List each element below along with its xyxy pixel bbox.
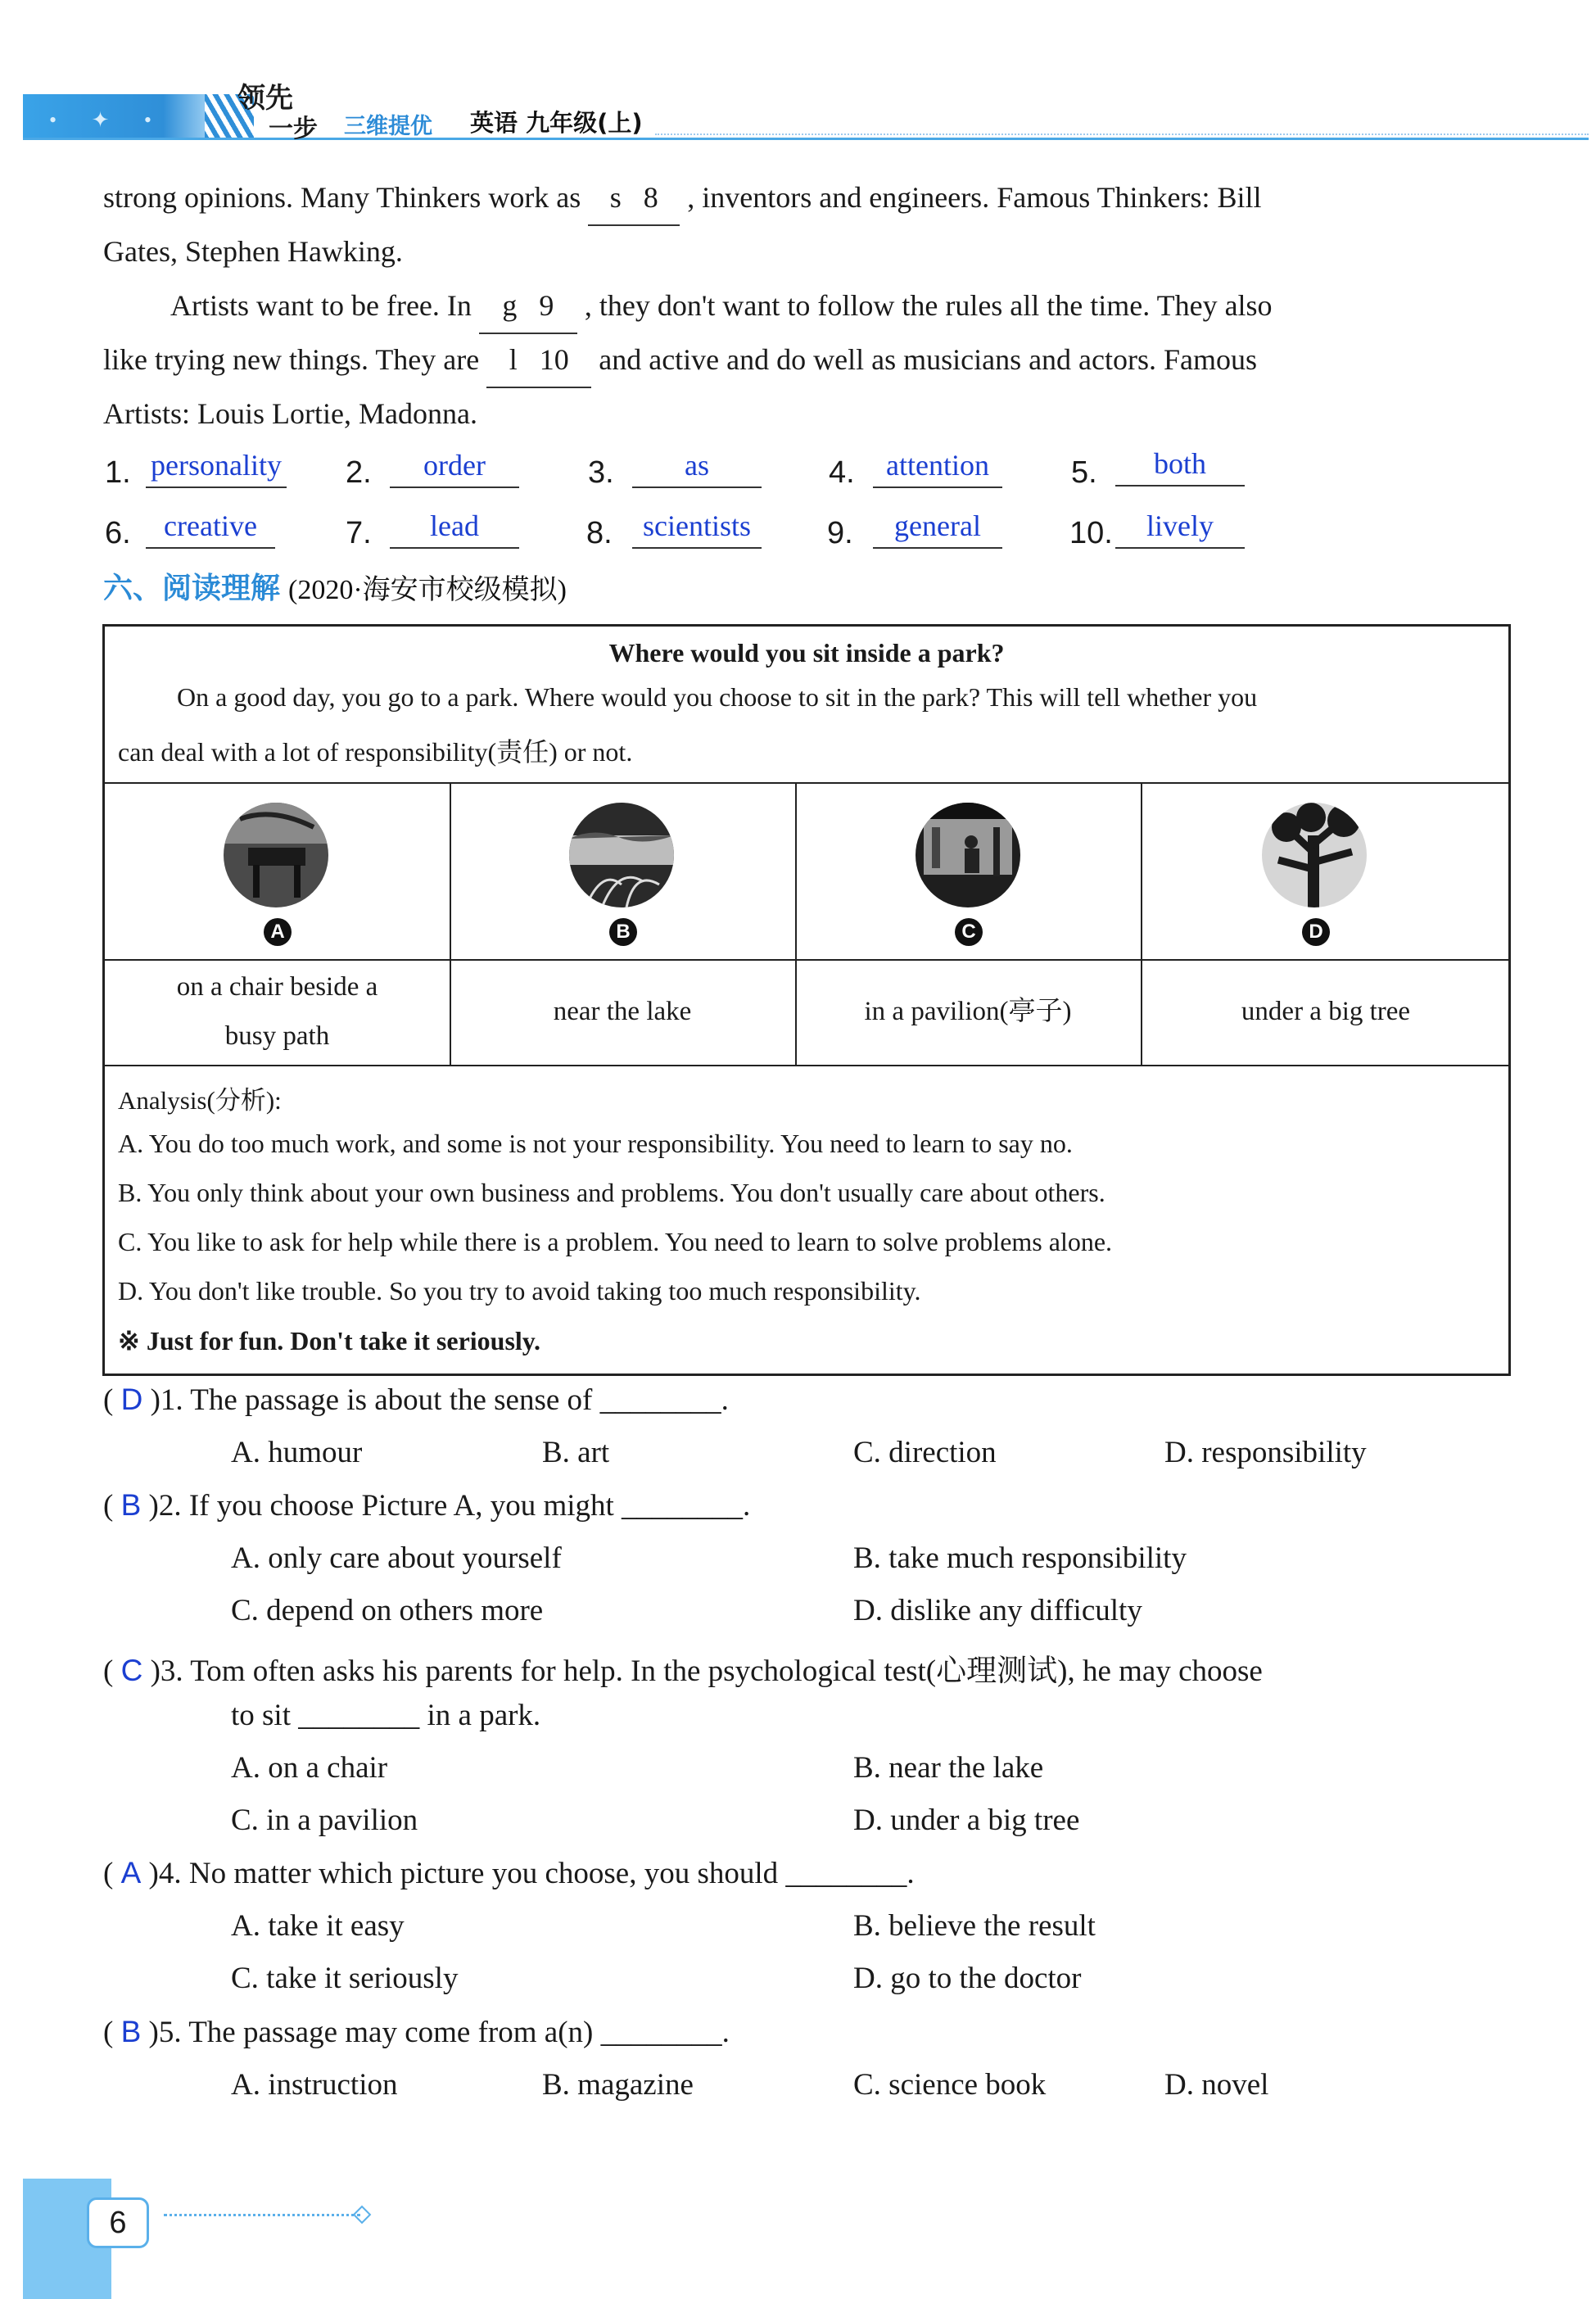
answer-value: scientists xyxy=(632,509,762,549)
question-5: ( B )5. The passage may come from a(n) ________. xyxy=(103,2015,730,2049)
option: B. believe the result xyxy=(853,1909,1096,1943)
option: A. instruction xyxy=(231,2068,398,2102)
caption-c: in a pavilion(亭子) xyxy=(864,997,1072,1026)
answer-num: 1. xyxy=(105,455,131,490)
reading-intro-2: can deal with a lot of responsibility(责任) or not. xyxy=(118,737,633,767)
picture-pavilion xyxy=(916,803,1020,907)
option: C. take it seriously xyxy=(231,1962,459,1995)
reading-table xyxy=(102,624,1511,1376)
option: B. take much responsibility xyxy=(853,1541,1187,1575)
section-source: (2020·海安市校级模拟) xyxy=(288,575,567,605)
option: C. direction xyxy=(853,1436,997,1469)
question-3-cont: to sit ________ in a park. xyxy=(231,1699,541,1732)
table-rule xyxy=(105,782,1508,784)
answer-num: 4. xyxy=(829,455,855,490)
brand-logo-line2: 一步 xyxy=(269,115,318,143)
answer-choice: C xyxy=(120,1654,143,1687)
analysis-title: Analysis(分析): xyxy=(118,1086,282,1115)
answer-value: as xyxy=(632,449,762,488)
answer-choice: B xyxy=(120,2015,142,2048)
question-3: ( C )3. Tom often asks his parents for help. In the psychological test(心理测试), he may choose xyxy=(103,1654,1263,1688)
blank-9: g 9 xyxy=(479,278,577,334)
question-4: ( A )4. No matter which picture you choose, you should ________. xyxy=(103,1856,915,1890)
answer-value: lead xyxy=(390,509,519,549)
answer-value: personality xyxy=(146,449,287,488)
answer-num: 2. xyxy=(346,455,372,490)
header-stars: • ✦ • xyxy=(49,108,166,132)
brand-logo-line1: 领先 xyxy=(237,82,293,115)
section-title: 六、阅读理解 xyxy=(103,572,281,605)
option: A. only care about yourself xyxy=(231,1541,562,1575)
answer-value: lively xyxy=(1115,509,1245,549)
answer-value: general xyxy=(873,509,1002,549)
answer-num: 9. xyxy=(827,516,853,550)
picture-label-d: D xyxy=(1302,918,1330,946)
picture-label-c: C xyxy=(955,918,983,946)
passage-line-3: Artists want to be free. In g 9 , they don't want to follow the rules all the time. They also xyxy=(170,278,1512,334)
header-line xyxy=(23,138,1589,140)
blank-10: l 10 xyxy=(486,333,591,388)
option: C. science book xyxy=(853,2068,1047,2102)
answer-choice: B xyxy=(120,1488,142,1522)
passage-line-4: like trying new things. They are l 10 and active and do well as musicians and actors. Famous xyxy=(103,333,1512,388)
reading-intro-1: On a good day, you go to a park. Where would you choose to sit in the park? This will tell whether you xyxy=(177,682,1258,712)
option: D. responsibility xyxy=(1164,1436,1367,1469)
caption-d: under a big tree xyxy=(1241,997,1411,1026)
option: D. dislike any difficulty xyxy=(853,1594,1142,1627)
header-dotted-rule xyxy=(655,134,1589,135)
footer-dotted-rule xyxy=(164,2214,360,2216)
picture-label-a: A xyxy=(264,918,292,946)
answer-num: 10. xyxy=(1069,516,1113,550)
picture-label-b: B xyxy=(609,918,637,946)
question-2: ( B )2. If you choose Picture A, you might ________. xyxy=(103,1488,751,1523)
footer-diamond-icon xyxy=(353,2206,372,2224)
answer-value: creative xyxy=(146,509,275,549)
answer-num: 7. xyxy=(346,516,372,550)
page-number: 6 xyxy=(87,2197,149,2248)
answer-num: 6. xyxy=(105,516,131,550)
option: A. take it easy xyxy=(231,1909,405,1943)
picture-lake xyxy=(569,803,674,907)
option: C. in a pavilion xyxy=(231,1803,418,1837)
option: A. humour xyxy=(231,1436,363,1469)
option: B. near the lake xyxy=(853,1751,1044,1785)
analysis-b: B. You only think about your own business and problems. You don't usually care about others. xyxy=(118,1178,1105,1207)
option: D. under a big tree xyxy=(853,1803,1080,1837)
option: C. depend on others more xyxy=(231,1594,544,1627)
picture-chair xyxy=(224,803,328,907)
table-rule xyxy=(105,1065,1508,1066)
answer-value: both xyxy=(1115,447,1245,487)
caption-b: near the lake xyxy=(553,997,692,1026)
option: D. go to the doctor xyxy=(853,1962,1082,1995)
analysis-c: C. You like to ask for help while there is a problem. You need to learn to solve problems alone. xyxy=(118,1227,1113,1256)
analysis-a: A. You do too much work, and some is not your responsibility. You need to learn to say no. xyxy=(118,1129,1073,1158)
table-rule xyxy=(105,959,1508,961)
answer-num: 8. xyxy=(586,516,613,550)
passage-line-2: Gates, Stephen Hawking. xyxy=(103,235,403,268)
answer-value: attention xyxy=(873,449,1002,488)
answer-num: 5. xyxy=(1071,455,1097,490)
fun-note: ※ Just for fun. Don't take it seriously. xyxy=(118,1326,541,1355)
answer-value: order xyxy=(390,449,519,488)
option: B. art xyxy=(542,1436,610,1469)
analysis-d: D. You don't like trouble. So you try to avoid taking too much responsibility. xyxy=(118,1276,921,1306)
option: B. magazine xyxy=(542,2068,694,2102)
reading-title: Where would you sit inside a park? xyxy=(608,638,1005,668)
question-1: ( D )1. The passage is about the sense of ________. xyxy=(103,1383,729,1417)
option: D. novel xyxy=(1164,2068,1269,2102)
answer-num: 3. xyxy=(588,455,614,490)
passage-line-1: strong opinions. Many Thinkers work as s 8 , inventors and engineers. Famous Thinkers: Bill xyxy=(103,170,1512,226)
picture-tree xyxy=(1262,803,1367,907)
passage-line-5: Artists: Louis Lortie, Madonna. xyxy=(103,397,477,430)
answer-choice: D xyxy=(120,1383,143,1416)
subject-title: 英语 九年级(上) xyxy=(470,109,643,137)
option: A. on a chair xyxy=(231,1751,388,1785)
answer-choice: A xyxy=(120,1856,142,1889)
blank-8: s 8 xyxy=(588,170,680,226)
series-name: 三维提优 xyxy=(344,114,432,139)
caption-a: on a chair beside a busy path xyxy=(176,972,378,1051)
